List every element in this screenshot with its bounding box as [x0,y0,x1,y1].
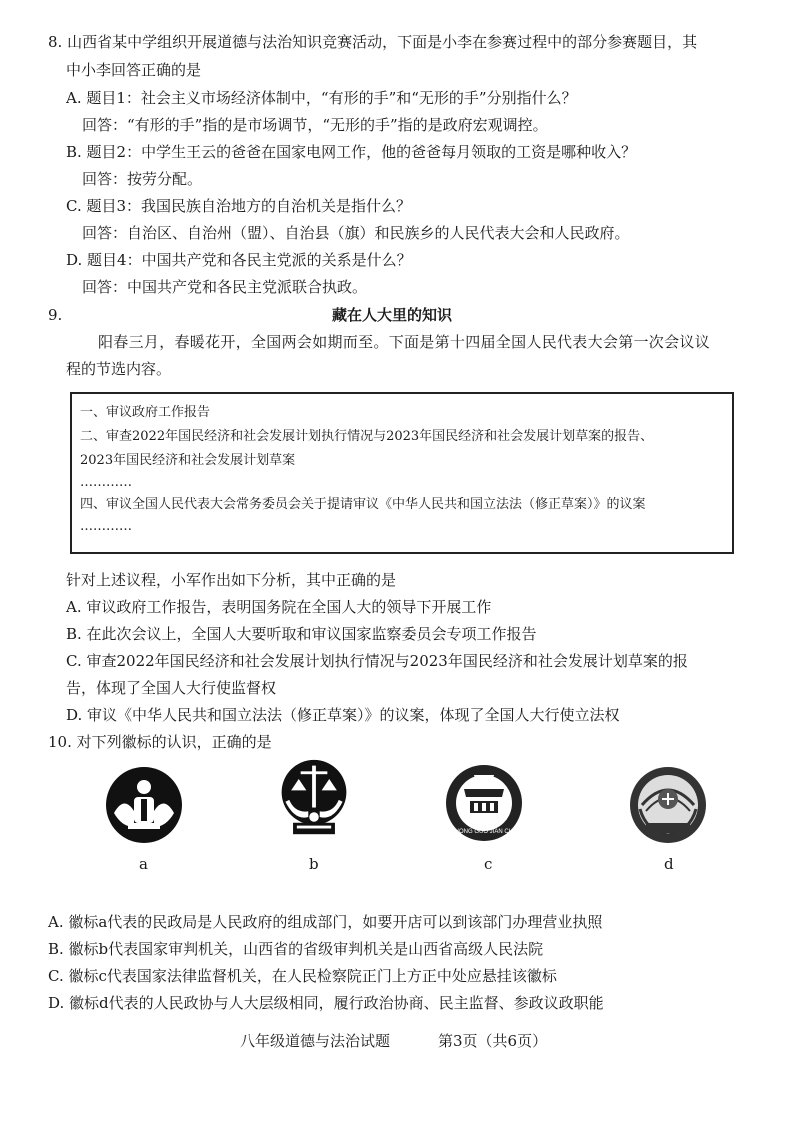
q9-number: 9. [48,306,63,324]
q8-option-d: D. 题目4：中国共产党和各民主党派的关系是什么？ [66,251,412,269]
q8-option-a: A. 题目1：社会主义市场经济体制中，“有形的手”和“无形的手”分别指什么？ [66,89,577,107]
footer-subject: 八年级道德与法治试题 [240,1032,391,1050]
q10-stem: 10. 对下列徽标的认识，正确的是 [48,733,272,751]
agenda-line: 一、审议政府工作报告 [80,405,211,420]
court-emblem-icon [274,758,354,838]
q10-option-c: C. 徽标c代表国家法律监督机关，在人民检察院正门上方正中处应悬挂该徽标 [48,967,557,985]
q8-option-b: B. 题目2：中学生王云的爸爸在国家电网工作，他的爸爸每月领取的工资是哪种收入？ [66,143,637,161]
footer-page-number: 第3页（共6页） [438,1032,548,1050]
q9-option-b: B. 在此次会议上，全国人大要听取和审议国家监察委员会专项工作报告 [66,625,537,643]
q8-option-d-answer: 回答：中国共产党和各民主党派联合执政。 [82,278,368,296]
q9-option-a: A. 审议政府工作报告，表明国务院在全国人大的领导下开展工作 [66,598,492,616]
q8-option-c: C. 题目3：我国民族自治地方的自治机关是指什么？ [66,197,412,215]
agenda-line: 四、审议全国人民代表大会常务委员会关于提请审议《中华人民共和国立法法（修正草案）》的议案 [80,497,646,512]
agenda-line: 2023年国民经济和社会发展计划草案 [80,453,296,468]
q8-option-a-answer: 回答：“有形的手”指的是市场调节，“无形的手”指的是政府宏观调控。 [82,116,548,134]
q8-option-b-answer: 回答：按劳分配。 [82,170,203,188]
emblem-label-a: a [139,855,148,873]
q8-option-c-answer: 回答：自治区、自治州（盟）、自治县（旗）和民族乡的人民代表大会和人民政府。 [82,224,630,242]
cppcc-emblem-icon [628,765,708,845]
q8-stem-line2: 中小李回答正确的是 [66,61,202,79]
q9-option-c-line2: 告，体现了全国人大行使监督权 [66,679,277,697]
q10-option-d: D. 徽标d代表的人民政协与人大层级相同，履行政治协商、民主监督、参政议政职能 [48,994,604,1012]
agenda-line: ………… [80,519,132,534]
q10-option-b: B. 徽标b代表国家审判机关，山西省的省级审判机关是山西省高级人民法院 [48,940,544,958]
q9-option-d: D. 审议《中华人民共和国立法法（修正草案）》的议案，体现了全国人大行使立法权 [66,706,620,724]
agenda-line: 二、审查2022年国民经济和社会发展计划执行情况与2023年国民经济和社会发展计划草案的报告、 [80,429,654,444]
q9-intro-line1: 阳春三月，春暖花开，全国两会如期而至。下面是第十四届全国人民代表大会第一次会议议 [98,333,711,351]
emblem-label-b: b [309,855,319,873]
agenda-line: ………… [80,475,132,490]
q9-intro-line2: 程的节选内容。 [66,360,172,378]
civil-affairs-emblem-icon [104,765,184,845]
q8-stem-line1: 8. 山西省某中学组织开展道德与法治知识竞赛活动，下面是小李在参赛过程中的部分参赛题目，其 [48,33,698,51]
emblem-label-d: d [664,855,674,873]
q9-option-c-line1: C. 审查2022年国民经济和社会发展计划执行情况与2023年国民经济和社会发展计划草案的报 [66,652,688,670]
q9-title: 藏在人大里的知识 [332,306,453,324]
emblem-c-text: ZHONG GUO JIAN CHA [450,829,518,835]
q9-stem: 针对上述议程，小军作出如下分析，其中正确的是 [66,571,397,589]
agenda-box [70,392,734,554]
emblem-label-c: c [484,855,493,873]
procuratorate-emblem-icon [444,763,524,843]
q10-option-a: A. 徽标a代表的民政局是人民政府的组成部门，如要开店可以到该部门办理营业执照 [48,913,603,931]
